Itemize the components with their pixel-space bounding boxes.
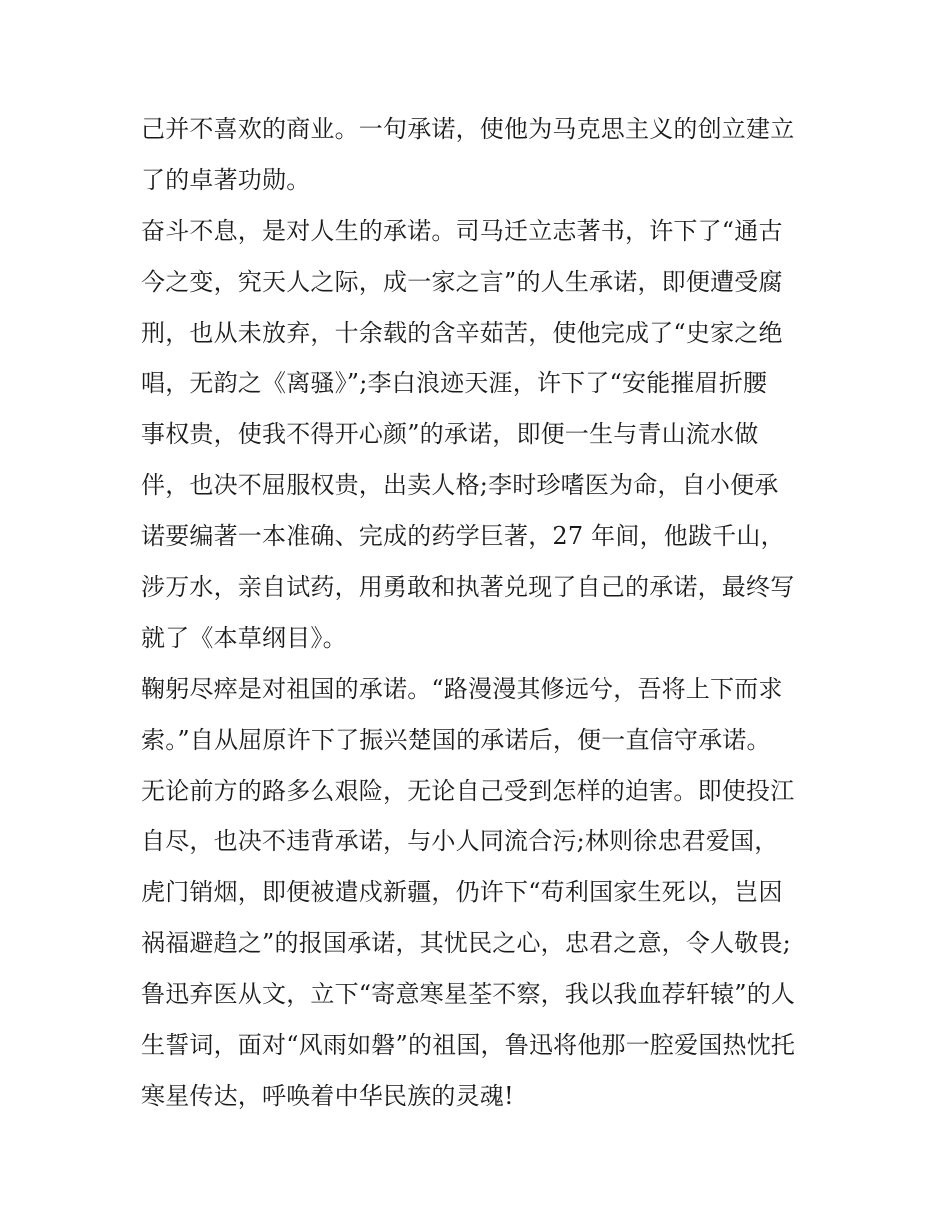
text-line: 涉万水，亲自试药，用勇敢和执著兑现了自己的承诺，最终写 <box>141 573 795 602</box>
text-line: 伴，也决不屈服权贵，出卖人格;李时珍嗜医为命，自小便承 <box>141 471 779 500</box>
text-line: 无论前方的路多么艰险，无论自己受到怎样的迫害。即使投江 <box>141 776 795 805</box>
text-line: 今之变，究天人之际，成一家之言”的人生承诺，即便遭受腐 <box>141 267 783 296</box>
text-line: 了的卓著功勋。 <box>141 165 311 194</box>
text-line: 事权贵，使我不得开心颜”的承诺，即便一生与青山流水做 <box>141 420 759 449</box>
text-line: 祸福避趋之”的报国承诺，其忧民之心，忠君之意，令人敬畏; <box>141 929 791 958</box>
text-line: 自尽，也决不违背承诺，与小人同流合污;林则徐忠君爱国， <box>141 827 779 856</box>
text-line: 生誓词，面对“风雨如磐”的祖国，鲁迅将他那一腔爱国热忱托 <box>141 1031 796 1060</box>
text-line: 就了《本草纲目》。 <box>141 623 347 652</box>
text-line: 索。”自从屈原许下了振兴楚国的承诺后，便一直信守承诺。 <box>141 725 771 754</box>
text-line: 寒星传达，呼唤着中华民族的灵魂! <box>141 1081 514 1110</box>
text-line: 刑，也从未放弃，十余载的含辛茹苦，使他完成了“史家之绝 <box>141 318 783 347</box>
document-body <box>141 104 841 1122</box>
text-line: 诺要编著一本准确、完成的药学巨著，27 年间，他跋千山， <box>141 522 785 551</box>
text-line: 鞠躬尽瘁是对祖国的承诺。“路漫漫其修远兮，吾将上下而求 <box>141 674 783 703</box>
text-line: 唱，无韵之《离骚》”;李白浪迹天涯，许下了“安能摧眉折腰 <box>141 369 768 398</box>
text-line: 鲁迅弃医从文，立下“寄意寒星荃不察，我以我血荐轩辕”的人 <box>141 980 796 1009</box>
text-line: 奋斗不息，是对人生的承诺。司马迁立志著书，许下了“通古 <box>141 216 783 245</box>
text-line: 己并不喜欢的商业。一句承诺，使他为马克思主义的创立建立 <box>141 115 795 143</box>
text-line: 虎门销烟，即便被遣戍新疆，仍许下“苟利国家生死以，岂因 <box>141 878 783 907</box>
